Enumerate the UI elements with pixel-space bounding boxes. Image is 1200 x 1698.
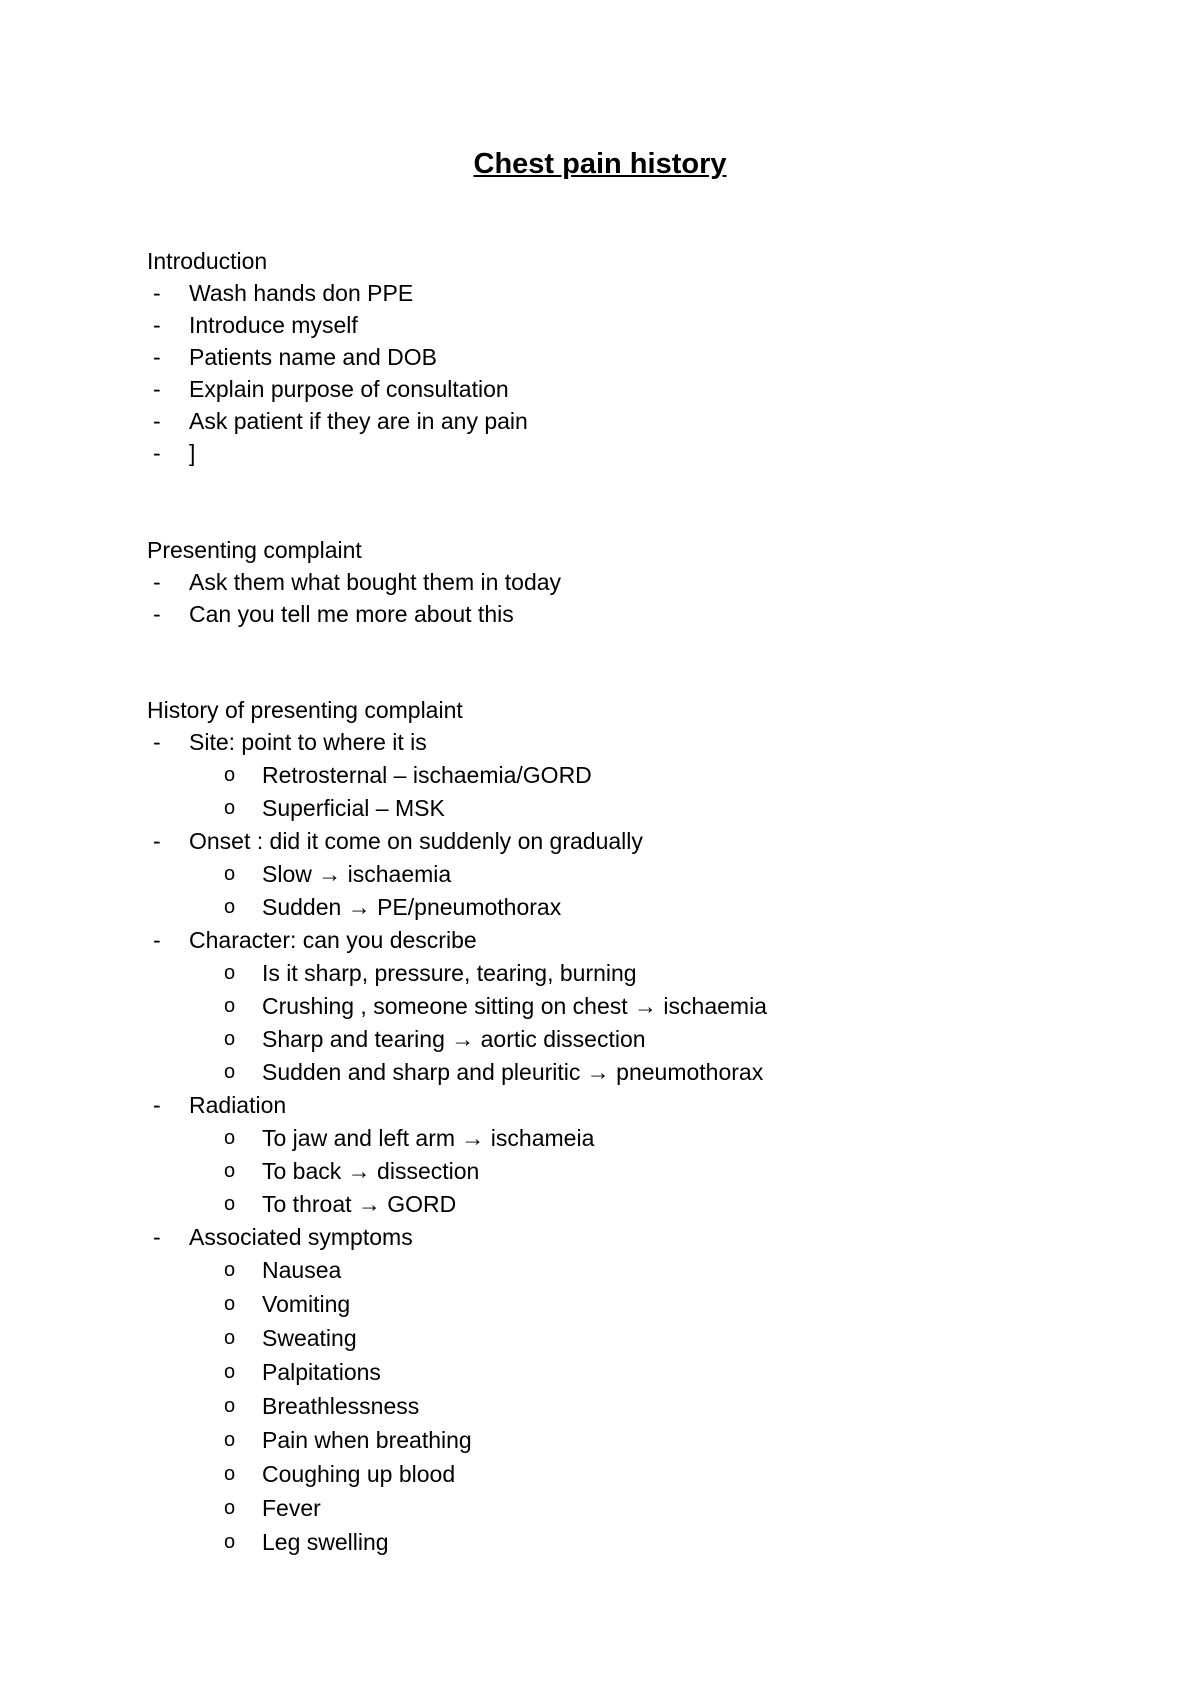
sub-list-item: Vomiting <box>262 1291 351 1317</box>
sub-list-item: To jaw and left arm → ischameia <box>262 1125 595 1151</box>
sub-list-item: Sweating <box>262 1325 357 1351</box>
dash-bullet: - <box>153 729 161 755</box>
circle-bullet-icon: o <box>224 764 236 786</box>
list-item: ] <box>189 440 196 466</box>
list-item: Explain purpose of consultation <box>189 376 509 402</box>
list-item: Wash hands don PPE <box>189 280 414 306</box>
circle-bullet-icon: o <box>224 797 236 819</box>
circle-bullet-icon: o <box>224 1361 236 1383</box>
circle-bullet-icon: o <box>224 1028 236 1050</box>
list-item: Ask them what bought them in today <box>189 569 562 595</box>
section-heading-history: History of presenting complaint <box>147 697 463 723</box>
dash-bullet: - <box>153 376 161 402</box>
sub-list-item: Superficial – MSK <box>262 795 445 821</box>
list-item: Patients name and DOB <box>189 344 438 370</box>
list-item: Character: can you describe <box>189 927 477 953</box>
sub-list-item: Sudden → PE/pneumothorax <box>262 894 562 920</box>
dash-bullet: - <box>153 280 161 306</box>
page-title: Chest pain history <box>473 148 727 180</box>
dash-bullet: - <box>153 1224 161 1250</box>
sub-list-item: Leg swelling <box>262 1529 389 1555</box>
sub-list-item: Nausea <box>262 1257 342 1283</box>
circle-bullet-icon: o <box>224 1061 236 1083</box>
circle-bullet-icon: o <box>224 1293 236 1315</box>
circle-bullet-icon: o <box>224 995 236 1017</box>
dash-bullet: - <box>153 569 161 595</box>
circle-bullet-icon: o <box>224 962 236 984</box>
circle-bullet-icon: o <box>224 1395 236 1417</box>
dash-bullet: - <box>153 344 161 370</box>
dash-bullet: - <box>153 601 161 627</box>
circle-bullet-icon: o <box>224 1531 236 1553</box>
sub-list-item: Sudden and sharp and pleuritic → pneumothorax <box>262 1059 764 1085</box>
circle-bullet-icon: o <box>224 896 236 918</box>
sub-list-item: Is it sharp, pressure, tearing, burning <box>262 960 637 986</box>
sub-list-item: Slow → ischaemia <box>262 861 452 887</box>
section-heading-presenting-complaint: Presenting complaint <box>147 537 362 563</box>
dash-bullet: - <box>153 1092 161 1118</box>
circle-bullet-icon: o <box>224 1193 236 1215</box>
sub-list-item: Palpitations <box>262 1359 381 1385</box>
circle-bullet-icon: o <box>224 863 236 885</box>
sub-list-item: Retrosternal – ischaemia/GORD <box>262 762 592 788</box>
list-item: Associated symptoms <box>189 1224 413 1250</box>
sub-list-item: Pain when breathing <box>262 1427 472 1453</box>
list-item: Site: point to where it is <box>189 729 427 755</box>
list-item: Can you tell me more about this <box>189 601 514 627</box>
list-item: Radiation <box>189 1092 287 1118</box>
circle-bullet-icon: o <box>224 1463 236 1485</box>
list-item: Introduce myself <box>189 312 358 338</box>
sub-list-item: Coughing up blood <box>262 1461 456 1487</box>
circle-bullet-icon: o <box>224 1327 236 1349</box>
sub-list-item: To throat → GORD <box>262 1191 457 1217</box>
section-heading-introduction: Introduction <box>147 248 268 274</box>
sub-list-item: Fever <box>262 1495 321 1521</box>
circle-bullet-icon: o <box>224 1160 236 1182</box>
sub-list-item: Sharp and tearing → aortic dissection <box>262 1026 646 1052</box>
sub-list-item: To back → dissection <box>262 1158 480 1184</box>
circle-bullet-icon: o <box>224 1127 236 1149</box>
sub-list-item: Breathlessness <box>262 1393 420 1419</box>
circle-bullet-icon: o <box>224 1259 236 1281</box>
circle-bullet-icon: o <box>224 1429 236 1451</box>
dash-bullet: - <box>153 408 161 434</box>
list-item: Onset : did it come on suddenly on gradually <box>189 828 643 854</box>
dash-bullet: - <box>153 440 161 466</box>
circle-bullet-icon: o <box>224 1497 236 1519</box>
list-item: Ask patient if they are in any pain <box>189 408 528 434</box>
dash-bullet: - <box>153 312 161 338</box>
dash-bullet: - <box>153 927 161 953</box>
sub-list-item: Crushing , someone sitting on chest → ischaemia <box>262 993 767 1019</box>
dash-bullet: - <box>153 828 161 854</box>
